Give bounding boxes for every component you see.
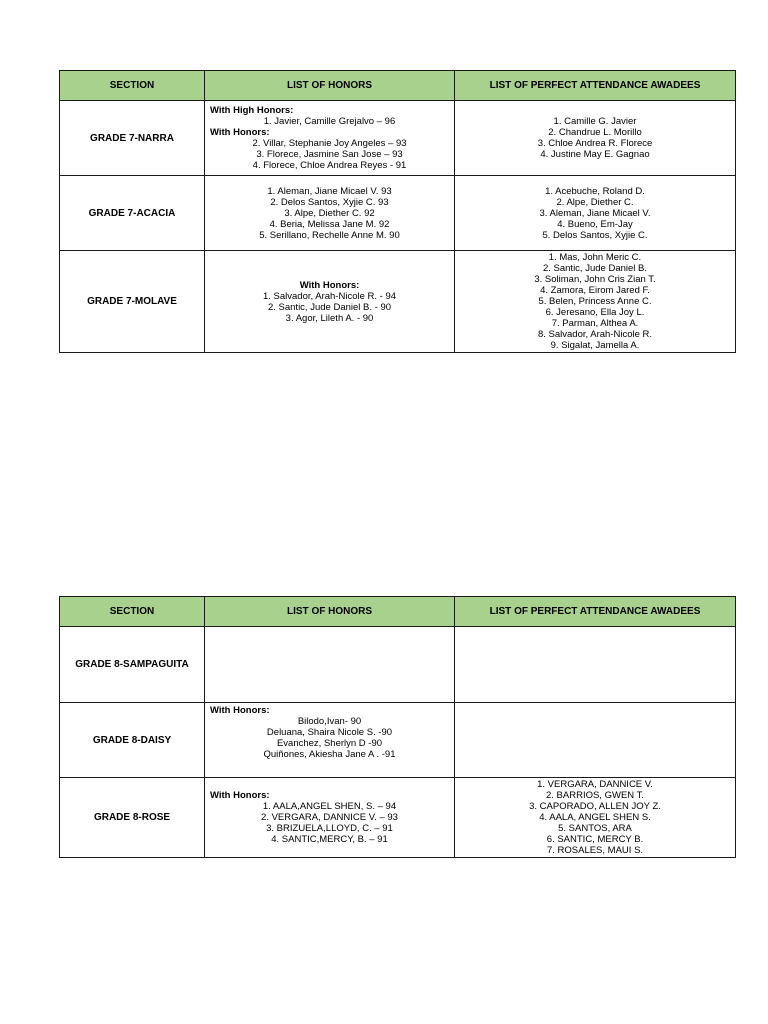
honor-entry: Deluana, Shaira Nicole S. -90 bbox=[266, 727, 393, 738]
attendance-entry: 4. Justine May E. Gagnao bbox=[540, 149, 650, 160]
table-row bbox=[60, 627, 736, 703]
honor-entry: 3. Alpe, Diether C. 92 bbox=[284, 207, 375, 219]
honor-entry: 2. VERGARA, DANNICE V. – 93 bbox=[261, 812, 398, 823]
honor-entry: 3. Agor, Lileth A. - 90 bbox=[285, 312, 374, 324]
table-row bbox=[60, 778, 736, 858]
honor-entry: 2. Santic, Jude Daniel B. - 90 bbox=[267, 301, 392, 313]
honor-entry: 1. AALA,ANGEL SHEN, S. – 94 bbox=[262, 801, 397, 812]
table-row bbox=[60, 176, 736, 251]
honors-label: With Honors: bbox=[210, 127, 270, 138]
honor-entry: 1. Javier, Camille Grejalvo – 96 bbox=[263, 116, 396, 127]
section-name: GRADE 8-ROSE bbox=[60, 778, 205, 858]
honors-cell bbox=[205, 778, 455, 858]
table-header-row bbox=[60, 597, 736, 627]
honors-cell bbox=[205, 703, 455, 778]
attendance-cell bbox=[455, 627, 736, 703]
attendance-entry: 1. VERGARA, DANNICE V. bbox=[537, 779, 653, 790]
honor-entry: 4. Beria, Melissa Jane M. 92 bbox=[269, 218, 390, 230]
grade8-honors-table bbox=[59, 596, 736, 858]
honor-entry: 3. BRIZUELA,LLOYD, C. – 91 bbox=[266, 823, 393, 834]
attendance-entry: 7. ROSALES, MAUI S. bbox=[546, 845, 644, 856]
attendance-entry: 5. Delos Santos, Xyjie C. bbox=[542, 229, 648, 241]
honor-entry: 4. SANTIC,MERCY, B. – 91 bbox=[271, 834, 388, 845]
attendance-cell bbox=[455, 703, 736, 778]
honors-cell bbox=[205, 627, 455, 703]
attendance-entry: 1. Mas, John Meric C. bbox=[548, 252, 642, 263]
attendance-entry: 2. Santic, Jude Daniel B. bbox=[542, 263, 648, 274]
attendance-header: LIST OF PERFECT ATTENDANCE AWADEES bbox=[455, 71, 736, 101]
section-name: GRADE 7-ACACIA bbox=[60, 176, 205, 251]
table-header-row bbox=[60, 71, 736, 101]
table-row bbox=[60, 703, 736, 778]
attendance-cell bbox=[455, 778, 736, 858]
table-row bbox=[60, 101, 736, 176]
high-honors-label: With High Honors: bbox=[210, 105, 294, 116]
section-header: SECTION bbox=[60, 71, 205, 101]
attendance-header: LIST OF PERFECT ATTENDANCE AWADEES bbox=[455, 597, 736, 627]
honor-entry: 2. Villar, Stephanie Joy Angeles – 93 bbox=[252, 138, 407, 149]
attendance-entry: 4. AALA, ANGEL SHEN S. bbox=[539, 812, 651, 823]
honor-entry: 2. Delos Santos, Xyjie C. 93 bbox=[270, 196, 389, 208]
honors-label: With Honors: bbox=[210, 705, 270, 716]
honors-header: LIST OF HONORS bbox=[205, 71, 455, 101]
attendance-entry: 2. BARRIOS, GWEN T. bbox=[545, 790, 644, 801]
attendance-entry: 3. Soliman, John Cris Zian T. bbox=[534, 274, 656, 285]
honor-entry: 5. Serillano, Rechelle Anne M. 90 bbox=[259, 229, 400, 241]
honor-entry: 3. Florece, Jasmine San Jose – 93 bbox=[256, 149, 403, 160]
attendance-entry: 3. Aleman, Jiane Micael V. bbox=[539, 207, 651, 219]
attendance-entry: 3. CAPORADO, ALLEN JOY Z. bbox=[529, 801, 661, 812]
table-row bbox=[60, 251, 736, 353]
attendance-entry: 8. Salvador, Arah-Nicole R. bbox=[537, 329, 653, 340]
attendance-cell bbox=[455, 251, 736, 353]
attendance-entry: 6. SANTIC, MERCY B. bbox=[546, 834, 644, 845]
attendance-entry: 4. Bueno, Em-Jay bbox=[557, 218, 633, 230]
section-name: GRADE 8-DAISY bbox=[60, 703, 205, 778]
attendance-entry: 5. SANTOS, ARA bbox=[558, 823, 632, 834]
grade7-honors-table bbox=[59, 70, 736, 353]
attendance-entry: 9. Sigalat, Jamella A. bbox=[550, 340, 640, 351]
attendance-entry: 1. Camille G. Javier bbox=[553, 116, 637, 127]
section-name: GRADE 7-NARRA bbox=[60, 101, 205, 176]
honors-label: With Honors: bbox=[210, 790, 270, 801]
honor-entry: 4. Florece, Chloe Andrea Reyes - 91 bbox=[252, 160, 407, 171]
attendance-entry: 6. Jeresano, Ella Joy L. bbox=[545, 307, 645, 318]
honor-entry: Bilodo,Ivan- 90 bbox=[297, 716, 362, 727]
attendance-entry: 4. Zamora, Eirom Jared F. bbox=[540, 285, 650, 296]
section-name: GRADE 7-MOLAVE bbox=[60, 251, 205, 353]
attendance-entry: 2. Chandrue L. Morillo bbox=[548, 127, 642, 138]
honors-header: LIST OF HONORS bbox=[205, 597, 455, 627]
honor-entry: 1. Aleman, Jiane Micael V. 93 bbox=[267, 185, 392, 197]
honors-cell bbox=[205, 176, 455, 251]
attendance-entry: 1. Acebuche, Roland D. bbox=[545, 185, 645, 197]
attendance-entry: 3. Chloe Andrea R. Florece bbox=[537, 138, 653, 149]
section-name: GRADE 8-SAMPAGUITA bbox=[60, 627, 205, 703]
honor-entry: 1. Salvador, Arah-Nicole R. - 94 bbox=[262, 290, 397, 302]
attendance-cell bbox=[455, 101, 736, 176]
attendance-entry: 2. Alpe, Diether C. bbox=[556, 196, 634, 208]
honors-label: With Honors: bbox=[299, 279, 360, 291]
attendance-entry: 7. Parman, Althea A. bbox=[551, 318, 639, 329]
section-header: SECTION bbox=[60, 597, 205, 627]
attendance-cell bbox=[455, 176, 736, 251]
honor-entry: Evanchez, Sherlyn D -90 bbox=[276, 738, 383, 749]
honor-entry: Quiñones, Akiesha Jane A . -91 bbox=[263, 749, 396, 760]
honors-cell bbox=[205, 251, 455, 353]
honors-cell bbox=[205, 101, 455, 176]
attendance-entry: 5. Belen, Princess Anne C. bbox=[538, 296, 652, 307]
